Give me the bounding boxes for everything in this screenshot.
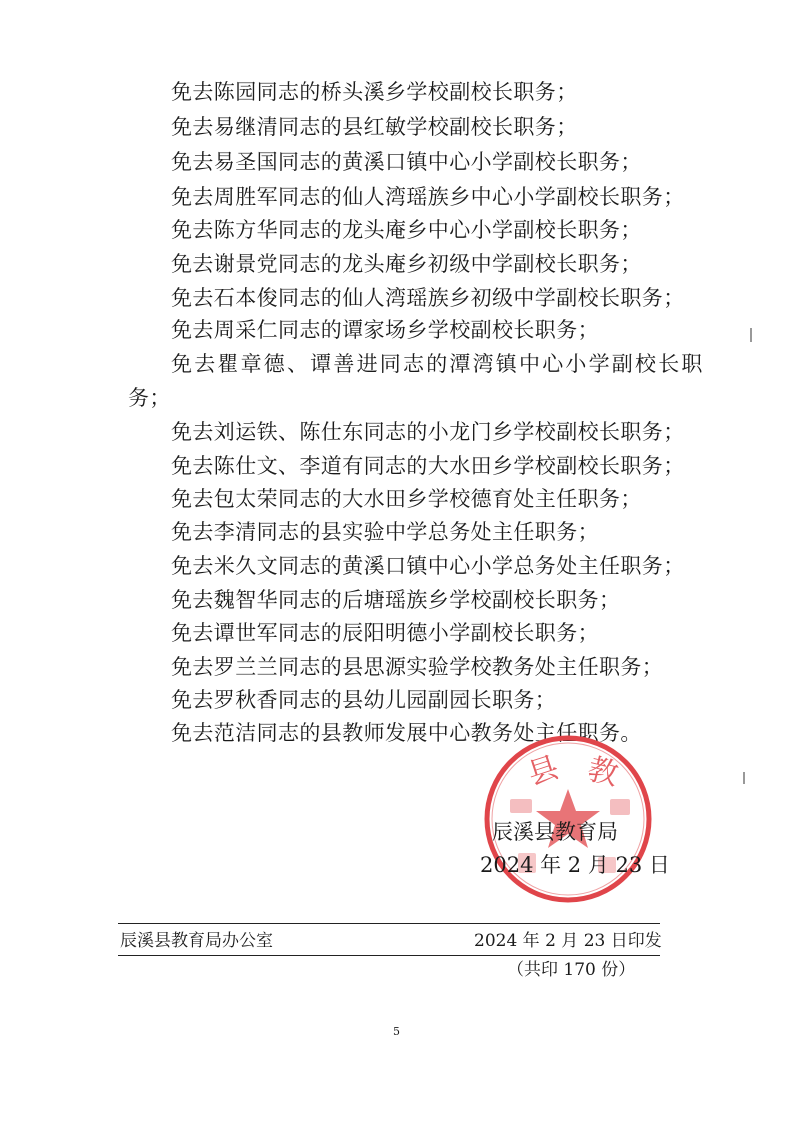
text-line: 免去石本俊同志的仙人湾瑶族乡初级中学副校长职务； bbox=[171, 286, 685, 310]
seal-char: 县 bbox=[523, 750, 564, 793]
seal-smudge bbox=[510, 799, 532, 813]
text-line: 免去谭世军同志的辰阳明德小学副校长职务； bbox=[171, 621, 599, 645]
text-line: 免去易继清同志的县红敏学校副校长职务； bbox=[171, 115, 578, 139]
text-line: 免去陈园同志的桥头溪乡学校副校长职务； bbox=[171, 80, 578, 104]
text-line: 免去瞿章德、谭善进同志的潭湾镇中心小学副校长职 bbox=[171, 352, 705, 376]
text-line: 免去陈仕文、李道有同志的大水田乡学校副校长职务； bbox=[171, 454, 685, 478]
text-line: 免去刘运铁、陈仕东同志的小龙门乡学校副校长职务； bbox=[171, 420, 685, 444]
scan-mark bbox=[750, 328, 752, 342]
issuer-name: 辰溪县教育局 bbox=[492, 820, 618, 844]
text-line: 免去罗秋香同志的县幼儿园副园长职务； bbox=[171, 688, 557, 712]
official-seal bbox=[482, 733, 654, 905]
text-line: 务； bbox=[128, 386, 171, 410]
text-line: 免去易圣国同志的黄溪口镇中心小学副校长职务； bbox=[171, 150, 642, 174]
copies-count: （共印 170 份） bbox=[507, 960, 636, 980]
seal-char: 教 bbox=[584, 751, 622, 794]
text-line: 免去周采仁同志的谭家场乡学校副校长职务； bbox=[171, 318, 599, 342]
text-line: 免去陈方华同志的龙头庵乡中心小学副校长职务； bbox=[171, 218, 642, 242]
text-line: 免去米久文同志的黄溪口镇中心小学总务处主任职务； bbox=[171, 554, 685, 578]
issue-date: 2024 年 2 月 23 日 bbox=[480, 853, 670, 877]
text-line: 免去谢景党同志的龙头庵乡初级中学副校长职务； bbox=[171, 252, 642, 276]
page-number: 5 bbox=[393, 1025, 400, 1038]
scan-mark bbox=[743, 772, 745, 784]
print-date: 2024 年 2 月 23 日印发 bbox=[474, 931, 662, 951]
footer-bottom-rule bbox=[118, 955, 660, 956]
text-line: 免去包太荣同志的大水田乡学校德育处主任职务； bbox=[171, 487, 642, 511]
issuing-office: 辰溪县教育局办公室 bbox=[120, 931, 273, 951]
text-line: 免去罗兰兰同志的县思源实验学校教务处主任职务； bbox=[171, 655, 664, 679]
text-line: 免去周胜军同志的仙人湾瑶族乡中心小学副校长职务； bbox=[171, 185, 685, 209]
footer-top-rule bbox=[118, 923, 660, 924]
text-line: 免去范洁同志的县教师发展中心教务处主任职务。 bbox=[171, 721, 642, 745]
text-line: 免去魏智华同志的后塘瑶族乡学校副校长职务； bbox=[171, 588, 621, 612]
seal-smudge bbox=[610, 799, 630, 815]
text-line: 免去李清同志的县实验中学总务处主任职务； bbox=[171, 520, 599, 544]
